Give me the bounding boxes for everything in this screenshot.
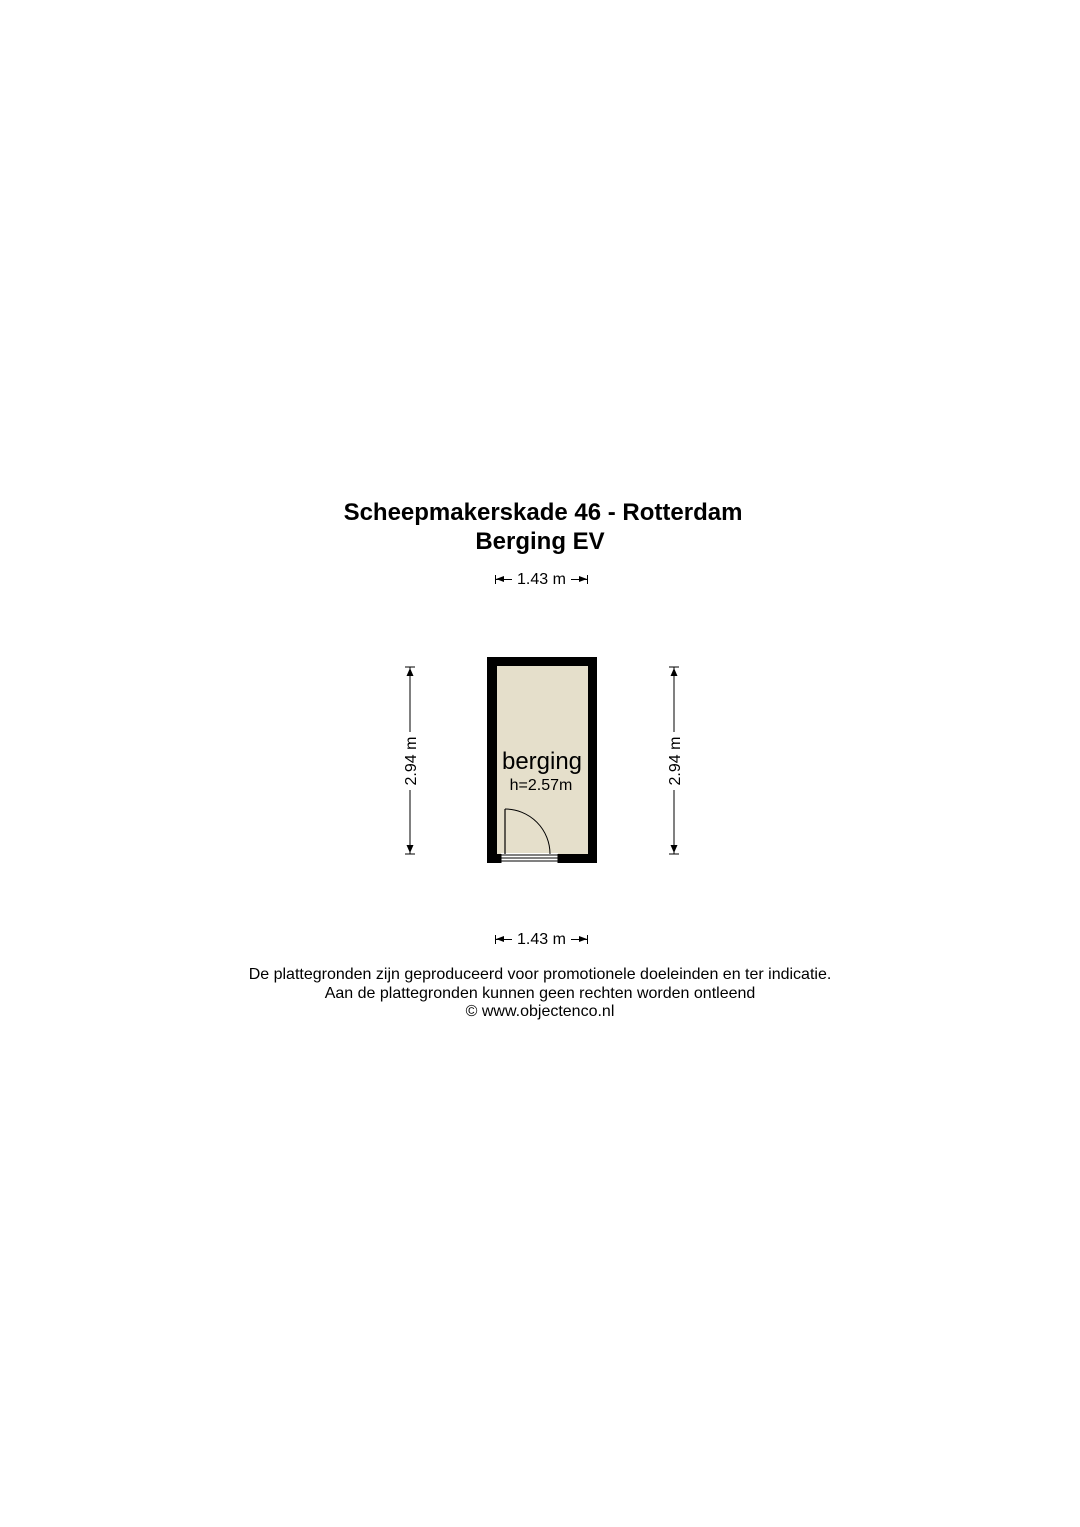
room-height-label: h=2.57m xyxy=(509,777,573,794)
left-height-label: 2.94 m xyxy=(403,736,420,786)
copyright-line: © www.objectenco.nl xyxy=(465,1003,615,1020)
right-height-dimension xyxy=(667,667,684,854)
bottom-width-label: 1.43 m xyxy=(517,931,566,948)
plan-address-title: Scheepmakerskade 46 - Rotterdam xyxy=(343,499,743,526)
right-height-label: 2.94 m xyxy=(667,736,684,786)
disclaimer-line-2: Aan de plattegronden kunnen geen rechten worden ontleend xyxy=(324,985,756,1002)
top-width-label: 1.43 m xyxy=(517,571,566,588)
plan-floor-title: Berging EV xyxy=(475,528,605,555)
room-name-label: berging xyxy=(501,748,583,775)
disclaimer-line-1: De plattegronden zijn geproduceerd voor promotionele doeleinden en ter indicatie. xyxy=(248,966,832,983)
left-height-dimension xyxy=(403,667,420,854)
